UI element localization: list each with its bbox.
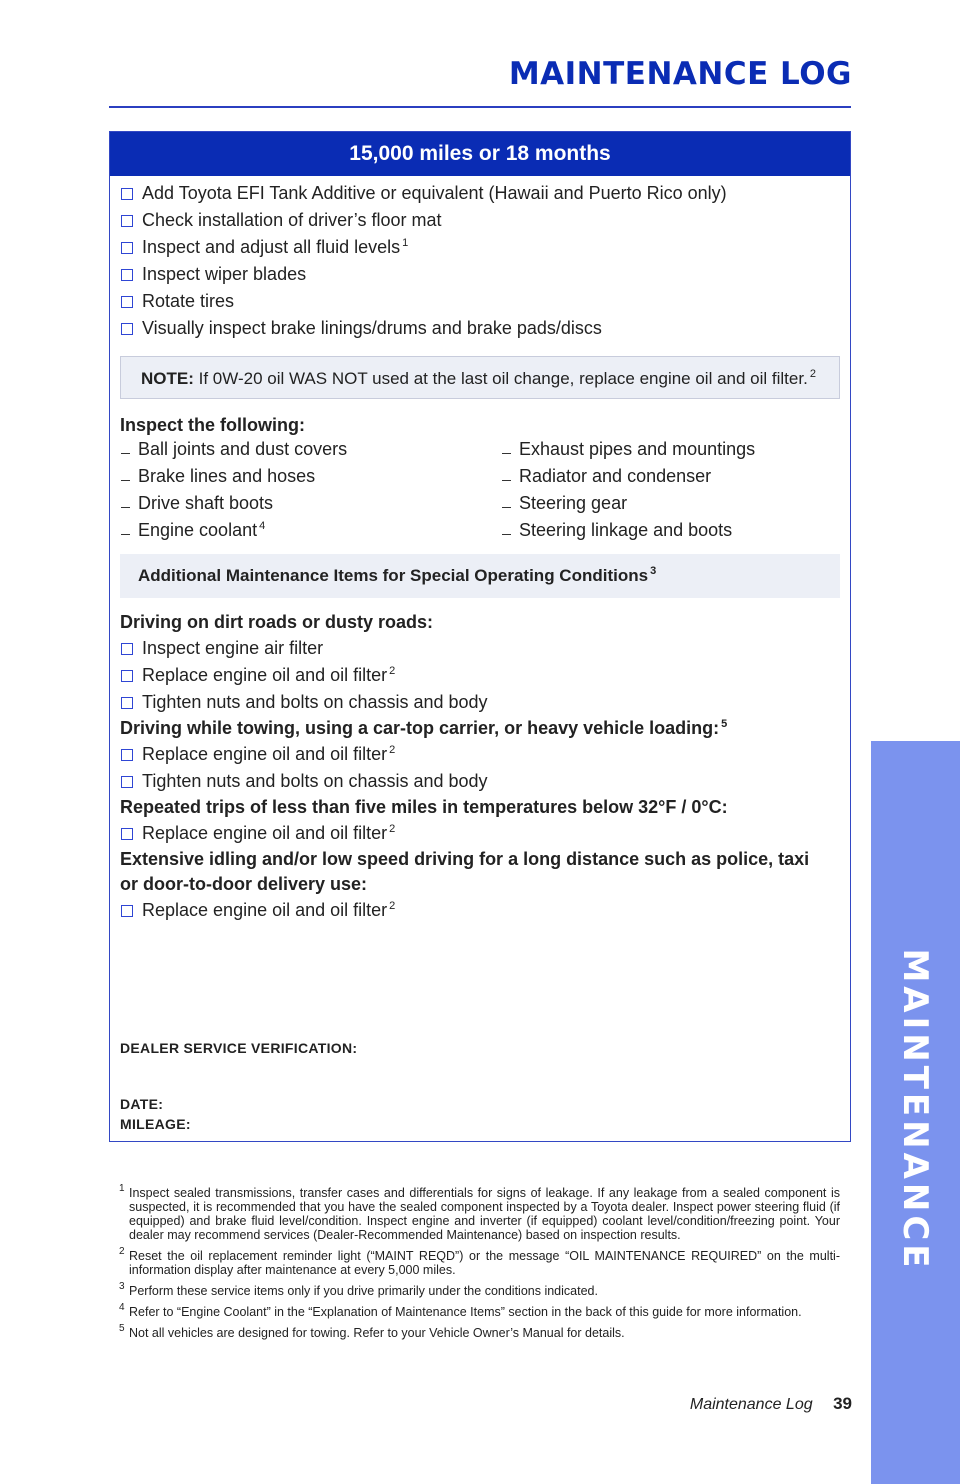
additional-maintenance-banner (120, 554, 840, 598)
checklist-item-text: Inspect engine air filter (142, 638, 324, 658)
checklist-item-text: Inspect wiper blades (142, 264, 307, 284)
inspect-item (502, 517, 842, 544)
checklist-item-text: Tighten nuts and bolts on chassis and body (142, 692, 488, 712)
additional-title: Additional Maintenance Items for Special Operating Conditions (138, 566, 649, 585)
checkbox-icon[interactable] (121, 828, 133, 840)
checkbox-icon[interactable] (121, 643, 133, 655)
condition-checklist (110, 820, 850, 847)
page-footer (690, 1394, 852, 1414)
inspect-item (121, 517, 502, 544)
footnote-ref: 5 (721, 718, 728, 730)
inspect-item-text: Exhaust pipes and mountings (519, 439, 756, 459)
condition-checklist (110, 741, 850, 795)
checklist-item-text: Replace engine oil and oil filter (142, 744, 388, 764)
checkbox-icon[interactable] (121, 697, 133, 709)
checklist-item (110, 234, 850, 261)
checklist-item (110, 207, 850, 234)
checkbox-icon[interactable] (121, 776, 133, 788)
checklist-item-text: Add Toyota EFI Tank Additive or equivalent (Hawaii and Puerto Rico only) (142, 183, 727, 203)
inspect-item (121, 490, 502, 517)
checkbox-icon[interactable] (121, 905, 133, 917)
footnote (119, 1323, 840, 1340)
inspect-item (502, 463, 842, 490)
footnote-text: Reset the oil replacement reminder light (“MAINT REQD”) or the message “OIL MAINTENANCE REQUIRED” on the multi-information display after maintenance at every 5,000 miles. (129, 1249, 840, 1277)
checklist-item-text: Replace engine oil and oil filter (142, 823, 388, 843)
footnote-text: Refer to “Engine Coolant” in the “Explanation of Maintenance Items” section in the back of this guide for more information. (129, 1305, 802, 1319)
condition-heading-text: Driving on dirt roads or dusty roads: (120, 612, 434, 632)
footnote-number: 4 (119, 1302, 125, 1313)
page-number: 39 (833, 1394, 852, 1413)
dash-bullet-icon (502, 534, 511, 535)
checklist-item (110, 315, 850, 342)
checklist-item-text: Visually inspect brake linings/drums and brake pads/discs (142, 318, 602, 338)
note-label: NOTE: (141, 369, 194, 388)
footnote-ref: 2 (389, 900, 396, 912)
footnote (119, 1302, 840, 1319)
checklist-item (110, 261, 850, 288)
note-footnote-ref: 2 (809, 368, 816, 380)
checklist-item (110, 180, 850, 207)
footnote-ref: 1 (402, 237, 409, 249)
inspect-item (121, 463, 502, 490)
footnote-text: Not all vehicles are designed for towing. Refer to your Vehicle Owner’s Manual for details. (129, 1326, 625, 1340)
title-divider (109, 106, 851, 108)
inspect-item-text: Steering gear (519, 493, 628, 513)
inspect-item-text: Radiator and condenser (519, 466, 712, 486)
footnote-ref: 2 (389, 744, 396, 756)
condition-heading (120, 716, 850, 741)
footer-label: Maintenance Log (689, 1396, 813, 1413)
checkbox-icon[interactable] (121, 215, 133, 227)
maintenance-log-box (109, 131, 851, 1142)
checklist-item (110, 288, 850, 315)
dash-bullet-icon (121, 534, 130, 535)
condition-heading-text: Driving while towing, using a car-top carrier, or heavy vehicle loading: (120, 718, 720, 738)
checkbox-icon[interactable] (121, 269, 133, 281)
date-label: DATE: (120, 1096, 164, 1112)
footnote-text: Inspect sealed transmissions, transfer cases and differentials for signs of leakage. If any leakage from a sealed component is suspected, it is recommended that you have the sealed component inspected by a Toyota dealer. Inspect power steering fluid (if equipped) and brake fluid level/condition. Inspect engine and inverter (if equipped) coolant level/condition/freezing point. Your dealer may recommend services (Dealer-Recommended Maintenance) based on inspection results. (129, 1186, 840, 1242)
dash-bullet-icon (502, 507, 511, 508)
checklist-item (110, 689, 850, 716)
additional-footnote-ref: 3 (650, 565, 657, 577)
condition-heading-text: Extensive idling and/or low speed driving for a long distance such as police, taxi or door-to-door delivery use: (120, 849, 810, 894)
dash-bullet-icon (121, 453, 130, 454)
inspect-item-text: Ball joints and dust covers (138, 439, 348, 459)
inspect-heading: Inspect the following: (120, 415, 305, 435)
footnotes (119, 1183, 840, 1347)
footnote-number: 5 (119, 1323, 125, 1334)
inspect-item-text: Drive shaft boots (138, 493, 274, 513)
condition-heading-text: Repeated trips of less than five miles in temperatures below 32°F / 0°C: (120, 797, 728, 817)
note-box (120, 356, 840, 399)
special-conditions (110, 610, 850, 924)
inspect-item-text: Brake lines and hoses (138, 466, 316, 486)
checkbox-icon[interactable] (121, 188, 133, 200)
footnote-number: 1 (119, 1183, 125, 1194)
checkbox-icon[interactable] (121, 323, 133, 335)
dash-bullet-icon (121, 480, 130, 481)
checkbox-icon[interactable] (121, 296, 133, 308)
footnote-ref: 4 (259, 520, 266, 532)
dash-bullet-icon (121, 507, 130, 508)
inspect-item (502, 436, 842, 463)
checklist-item-text: Tighten nuts and bolts on chassis and body (142, 771, 488, 791)
condition-checklist (110, 635, 850, 716)
condition-heading (120, 795, 850, 820)
main-checklist (110, 180, 850, 342)
footnote-ref: 2 (389, 665, 396, 677)
checkbox-icon[interactable] (121, 749, 133, 761)
footnote (119, 1246, 840, 1277)
note-text: If 0W-20 oil WAS NOT used at the last oil change, replace engine oil and oil filter. (198, 369, 808, 388)
checklist-item-text: Rotate tires (142, 291, 235, 311)
inspect-item (121, 436, 502, 463)
condition-heading (120, 847, 820, 897)
footnote-ref: 2 (389, 823, 396, 835)
footnote-number: 3 (119, 1281, 125, 1292)
checklist-item (110, 897, 850, 924)
checklist-item-text: Check installation of driver’s floor mat (142, 210, 442, 230)
condition-checklist (110, 897, 850, 924)
side-tab-label: MAINTENANCE (895, 948, 935, 1272)
checklist-item (110, 741, 850, 768)
checklist-item-text: Replace engine oil and oil filter (142, 665, 388, 685)
checkbox-icon[interactable] (121, 242, 133, 254)
footnote (119, 1183, 840, 1242)
inspect-item (502, 490, 842, 517)
footnote-text: Perform these service items only if you drive primarily under the conditions indicated. (129, 1284, 598, 1298)
condition-heading (120, 610, 850, 635)
log-header: 15,000 miles or 18 months (110, 132, 850, 176)
dealer-service-verification: DEALER SERVICE VERIFICATION: (120, 1040, 358, 1056)
dash-bullet-icon (502, 453, 511, 454)
footnote (119, 1281, 840, 1298)
checklist-item (110, 635, 850, 662)
checklist-item (110, 662, 850, 689)
page-title: MAINTENANCE LOG (508, 56, 852, 92)
checklist-item-text: Inspect and adjust all fluid levels (142, 237, 401, 257)
checklist-item-text: Replace engine oil and oil filter (142, 900, 388, 920)
inspect-item-text: Steering linkage and boots (519, 520, 733, 540)
dash-bullet-icon (502, 480, 511, 481)
checklist-item (110, 820, 850, 847)
footnote-number: 2 (119, 1246, 125, 1257)
mileage-label: MILEAGE: (120, 1116, 191, 1132)
inspect-item-text: Engine coolant (138, 520, 258, 540)
checkbox-icon[interactable] (121, 670, 133, 682)
checklist-item (110, 768, 850, 795)
inspect-list (121, 436, 850, 544)
